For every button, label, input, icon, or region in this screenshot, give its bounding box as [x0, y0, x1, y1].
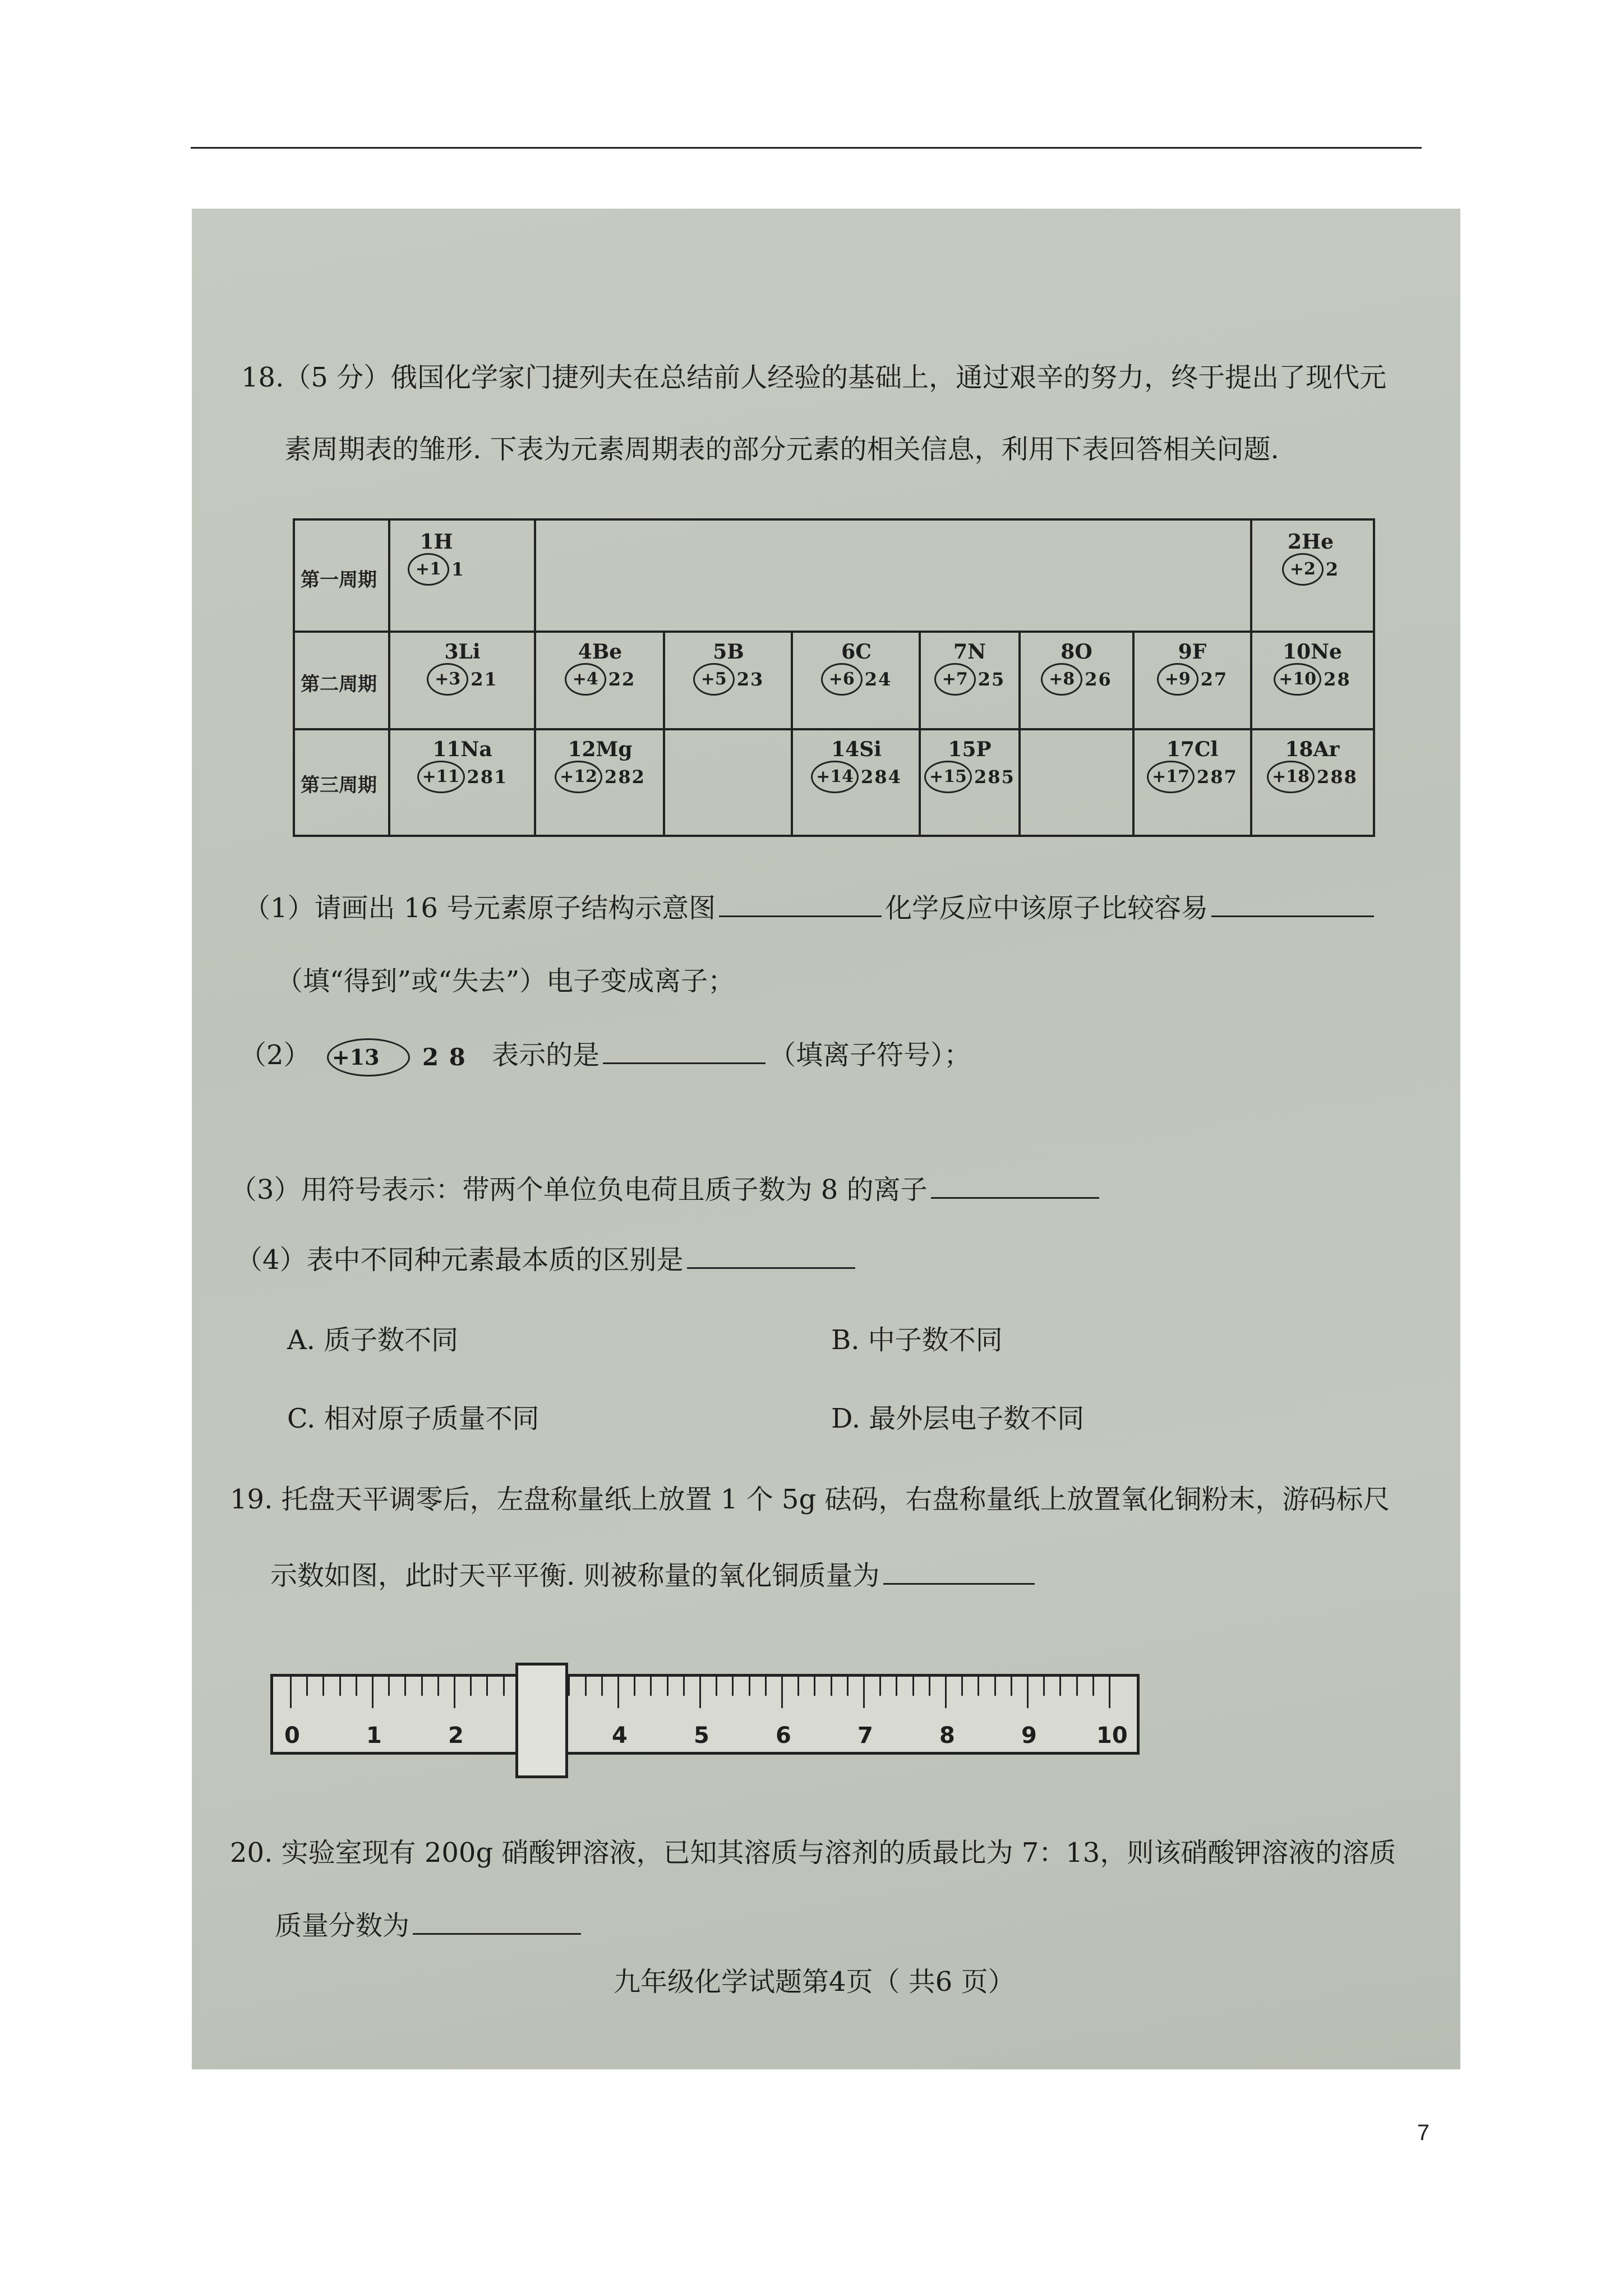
q19-line1: 19. 托盘天平调零后，左盘称量纸上放置 1 个 5g 砝码，右盘称量纸上放置氧化铜粉末，游码标尺: [230, 1484, 1390, 1515]
scale-tick: [781, 1677, 783, 1708]
element-cl: 17Cl +17 287: [1136, 738, 1249, 793]
element-o: 8O +8 26: [1022, 641, 1131, 696]
element-p: 15P +15 285: [922, 738, 1017, 793]
answer-blank[interactable]: [413, 1911, 581, 1935]
shells: 21: [471, 669, 498, 690]
answer-blank[interactable]: [931, 1175, 1099, 1199]
shells: 281: [467, 766, 508, 788]
scale-tick: [683, 1677, 685, 1696]
answer-blank[interactable]: [719, 893, 882, 917]
scale-tick: [1109, 1677, 1110, 1708]
element-f: 9F +9 27: [1136, 641, 1249, 696]
scale-label: 0: [284, 1723, 300, 1749]
scale-label: 5: [694, 1723, 709, 1749]
scale-tick: [306, 1677, 308, 1696]
scale-tick: [322, 1677, 324, 1696]
scale-tick: [831, 1677, 832, 1696]
q18-part1-note: （填“得到”或“失去”）电子变成离子；: [276, 965, 735, 997]
scale-tick: [945, 1677, 947, 1708]
q20-line1: 20. 实验室现有 200g 硝酸钾溶液，已知其溶质与溶剂的质最比为 7：13，则该硝酸钾溶液的溶质: [230, 1837, 1396, 1869]
element-be: 4Be +4 22: [538, 641, 662, 696]
scale-tick: [503, 1677, 505, 1696]
scale-tick: [585, 1677, 587, 1696]
q18-part1: （1）请画出 16 号元素原子结构示意图 化学反应中该原子比较容易: [243, 886, 1377, 925]
scale-tick: [568, 1677, 570, 1696]
nucleus: +18: [1267, 761, 1315, 793]
element-si: 14Si +14 284: [795, 738, 917, 793]
scale-tick: [634, 1677, 635, 1696]
shells: 28: [1324, 669, 1351, 690]
periodic-table: [293, 518, 1375, 838]
q18-part4: （4）表中不同种元素最本质的区别是: [236, 1238, 859, 1277]
nucleus: +11: [417, 761, 465, 793]
scale-label: 9: [1021, 1723, 1037, 1749]
nucleus: +2: [1282, 553, 1324, 586]
scale-tick: [994, 1677, 996, 1696]
element-n: 7N +7 25: [922, 641, 1017, 696]
nucleus: +9: [1157, 663, 1198, 696]
element-ar: 18Ar +18 288: [1253, 738, 1371, 793]
element-h: 1H +1 1: [397, 531, 476, 586]
scale-tick: [797, 1677, 799, 1696]
period-2-label: 第二周期: [301, 673, 377, 696]
scale-tick: [356, 1677, 357, 1696]
scale-tick: [601, 1677, 603, 1696]
period-3-label: 第三周期: [301, 774, 377, 797]
option-b[interactable]: B. 中子数不同: [831, 1324, 1003, 1356]
element-b: 5B +5 23: [667, 641, 790, 696]
scale-tick: [437, 1677, 439, 1696]
nucleus: +15: [924, 761, 972, 793]
q18-part2: （2） +13 2 8 表示的是 （填离子符号）；: [239, 1033, 971, 1076]
shells: 2: [1325, 559, 1340, 580]
scale-tick: [1092, 1677, 1094, 1696]
aluminum-ion-nucleus: +13: [327, 1038, 410, 1076]
scale-tick: [470, 1677, 472, 1696]
q19-line2: 示数如图，此时天平平衡. 则被称量的氧化铜质量为: [270, 1554, 1038, 1593]
scale-tick: [1027, 1677, 1029, 1708]
scale-tick: [454, 1677, 455, 1708]
element-mg: 12Mg +12 282: [538, 738, 662, 793]
element-ne: 10Ne +10 28: [1253, 641, 1371, 696]
shells: 288: [1317, 766, 1358, 788]
element-na: 11Na +11 281: [394, 738, 531, 793]
rider-scale: [270, 1674, 1134, 1764]
scale-tick: [749, 1677, 750, 1696]
scale-tick: [1059, 1677, 1061, 1696]
scale-tick: [290, 1677, 292, 1708]
nucleus: +3: [427, 663, 468, 696]
scale-tick: [929, 1677, 930, 1696]
scale-tick: [847, 1677, 849, 1696]
scale-label: 10: [1096, 1723, 1128, 1749]
scanned-exam-page: [192, 209, 1460, 2069]
nucleus: +6: [821, 663, 863, 696]
scale-label: 7: [857, 1723, 873, 1749]
rider-slider[interactable]: [515, 1663, 568, 1778]
element-he: 2He +2 2: [1269, 531, 1353, 586]
q20-line2: 质量分数为: [275, 1904, 584, 1943]
option-c[interactable]: C. 相对原子质量不同: [287, 1403, 540, 1434]
answer-blank[interactable]: [603, 1040, 766, 1064]
option-d[interactable]: D. 最外层电子数不同: [831, 1403, 1085, 1434]
element-li: 3Li +3 21: [394, 641, 531, 696]
scale-tick: [961, 1677, 963, 1696]
scale-tick: [339, 1677, 341, 1696]
scale-tick: [765, 1677, 767, 1696]
scale-tick: [912, 1677, 914, 1696]
scale-tick: [699, 1677, 701, 1708]
shells: 22: [608, 669, 636, 690]
shells: 24: [864, 669, 892, 690]
scale-tick: [650, 1677, 652, 1696]
scale-tick: [667, 1677, 668, 1696]
scale-tick: [978, 1677, 979, 1696]
answer-blank[interactable]: [687, 1245, 855, 1269]
nucleus: +14: [811, 761, 859, 793]
q18-part3: （3）用符号表示：带两个单位负电荷且质子数为 8 的离子: [230, 1168, 1103, 1207]
nucleus: +12: [555, 761, 602, 793]
q18-line1: 18.（5 分）俄国化学家门捷列夫在总结前人经验的基础上，通过艰辛的努力，终于提出了现代元: [241, 362, 1387, 393]
scale-label: 1: [366, 1723, 382, 1749]
scale-tick: [617, 1677, 619, 1708]
header-rule: [191, 147, 1422, 149]
shells: 282: [605, 766, 645, 788]
scale-tick: [404, 1677, 406, 1696]
scale-tick: [421, 1677, 423, 1696]
scale-tick: [1043, 1677, 1045, 1696]
scale-tick: [863, 1677, 865, 1708]
nucleus: +7: [934, 663, 976, 696]
scale-tick: [896, 1677, 897, 1696]
page-number: 7: [1417, 2120, 1430, 2145]
shells: 1: [451, 559, 465, 580]
scale-tick: [732, 1677, 734, 1696]
scale-tick: [372, 1677, 374, 1708]
scale-tick: [1011, 1677, 1012, 1696]
aluminum-ion-shells: 2 8: [422, 1043, 467, 1071]
scale-label: 4: [612, 1723, 628, 1749]
scale-body: [270, 1674, 1140, 1755]
scale-label: 2: [448, 1723, 464, 1749]
shells: 25: [978, 669, 1006, 690]
period-1-label: 第一周期: [301, 569, 377, 591]
answer-blank[interactable]: [1211, 893, 1374, 917]
element-c: 6C +6 24: [795, 641, 917, 696]
nucleus: +17: [1147, 761, 1195, 793]
shells: 23: [736, 669, 764, 690]
shells: 26: [1085, 669, 1112, 690]
shells: 27: [1200, 669, 1228, 690]
nucleus: +5: [693, 663, 735, 696]
nucleus: +1: [408, 553, 449, 586]
option-a[interactable]: A. 质子数不同: [287, 1324, 459, 1356]
scale-tick: [486, 1677, 488, 1696]
shells: 284: [861, 766, 902, 788]
answer-blank[interactable]: [883, 1561, 1035, 1585]
shells: 287: [1197, 766, 1238, 788]
scale-tick: [814, 1677, 815, 1696]
nucleus: +10: [1274, 663, 1321, 696]
nucleus: +8: [1041, 663, 1082, 696]
exam-footer: 九年级化学试题第4页（ 共6 页）: [614, 1966, 1015, 1998]
scale-label: 8: [939, 1723, 955, 1749]
scale-tick: [1076, 1677, 1078, 1696]
scale-tick: [388, 1677, 390, 1696]
scale-tick: [716, 1677, 717, 1696]
nucleus: +4: [565, 663, 606, 696]
q18-line2: 素周期表的雏形. 下表为元素周期表的部分元素的相关信息，利用下表回答相关问题.: [284, 434, 1279, 465]
shells: 285: [974, 766, 1015, 788]
scale-tick: [879, 1677, 881, 1696]
scale-label: 6: [776, 1723, 791, 1749]
